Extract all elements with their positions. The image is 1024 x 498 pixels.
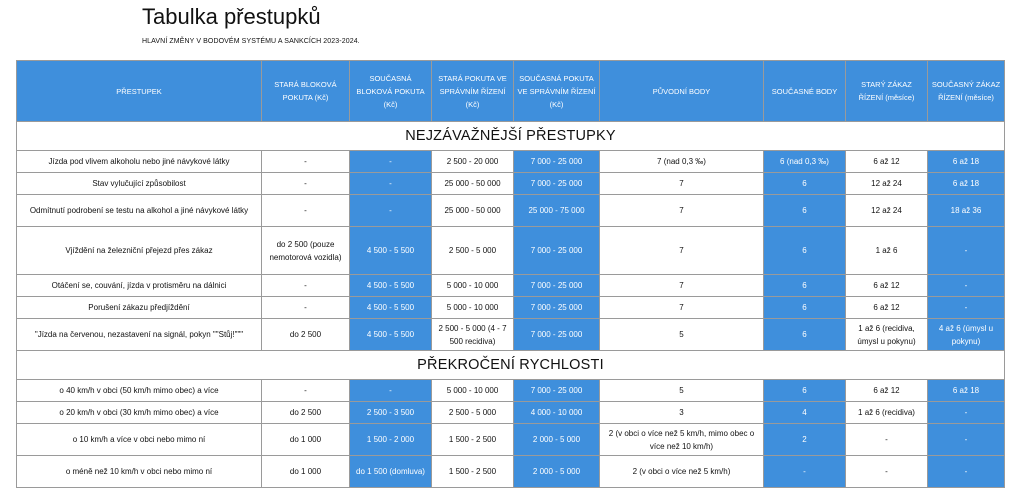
cell-original-points: 5 [600, 380, 764, 402]
table-row [17, 319, 1005, 351]
cell-old-block-fine: - [262, 297, 350, 319]
cell-old-block-fine: - [262, 380, 350, 402]
table-row [17, 402, 1005, 424]
cell-old-block-fine: do 2 500 [262, 402, 350, 424]
cell-old-block-fine: do 2 500 (pouze nemotorová vozidla) [262, 227, 350, 275]
cell-current-admin-fine: 2 000 - 5 000 [514, 456, 600, 488]
cell-original-points: 7 [600, 195, 764, 227]
cell-current-block-fine: 2 500 - 3 500 [350, 402, 432, 424]
cell-old-driving-ban: 6 až 12 [846, 151, 928, 173]
cell-current-block-fine: - [350, 151, 432, 173]
cell-original-points: 3 [600, 402, 764, 424]
cell-offence: o 20 km/h v obci (30 km/h mimo obec) a více [17, 402, 262, 424]
cell-original-points: 2 (v obci o více než 5 km/h) [600, 456, 764, 488]
cell-current-driving-ban: - [928, 424, 1005, 456]
cell-original-points: 7 [600, 275, 764, 297]
cell-offence: Stav vylučující způsobilost [17, 173, 262, 195]
cell-old-driving-ban: 1 až 6 (recidiva, úmysl u pokynu) [846, 319, 928, 351]
table-row [17, 173, 1005, 195]
cell-old-admin-fine: 25 000 - 50 000 [432, 195, 514, 227]
cell-old-driving-ban: - [846, 424, 928, 456]
cell-current-driving-ban: 6 až 18 [928, 173, 1005, 195]
cell-old-admin-fine: 25 000 - 50 000 [432, 173, 514, 195]
cell-original-points: 7 [600, 173, 764, 195]
cell-old-block-fine: - [262, 195, 350, 227]
cell-old-admin-fine: 5 000 - 10 000 [432, 380, 514, 402]
header-current-driving-ban: SOUČASNÝ ZÁKAZ ŘÍZENÍ (měsíce) [928, 61, 1005, 122]
cell-current-admin-fine: 7 000 - 25 000 [514, 227, 600, 275]
cell-offence: Porušení zákazu předjíždění [17, 297, 262, 319]
table-row [17, 297, 1005, 319]
header-old-block-fine: STARÁ BLOKOVÁ POKUTA (Kč) [262, 61, 350, 122]
cell-current-points: 6 [764, 173, 846, 195]
cell-current-driving-ban: 6 až 18 [928, 151, 1005, 173]
cell-offence: Vjíždění na železniční přejezd přes zákaz [17, 227, 262, 275]
cell-current-points: 4 [764, 402, 846, 424]
header-old-admin-fine: STARÁ POKUTA VE SPRÁVNÍM ŘÍZENÍ (Kč) [432, 61, 514, 122]
cell-current-points: 2 [764, 424, 846, 456]
cell-original-points: 7 [600, 297, 764, 319]
section-title: PŘEKROČENÍ RYCHLOSTI [17, 351, 1005, 380]
header-current-points: SOUČASNÉ BODY [764, 61, 846, 122]
cell-original-points: 5 [600, 319, 764, 351]
header-original-points: PŮVODNÍ BODY [600, 61, 764, 122]
cell-current-points: 6 (nad 0,3 ‰) [764, 151, 846, 173]
cell-current-driving-ban: - [928, 227, 1005, 275]
cell-original-points: 7 (nad 0,3 ‰) [600, 151, 764, 173]
section-row [17, 351, 1005, 380]
cell-current-admin-fine: 7 000 - 25 000 [514, 173, 600, 195]
cell-original-points: 2 (v obci o více než 5 km/h, mimo obec o více než 10 km/h) [600, 424, 764, 456]
cell-old-block-fine: do 1 000 [262, 456, 350, 488]
cell-offence: "Jízda na červenou, nezastavení na signál, pokyn ""Stůj!""" [17, 319, 262, 351]
cell-old-block-fine: - [262, 275, 350, 297]
cell-offence: Jízda pod vlivem alkoholu nebo jiné návykové látky [17, 151, 262, 173]
table-row [17, 151, 1005, 173]
cell-old-driving-ban: 1 až 6 (recidiva) [846, 402, 928, 424]
cell-current-points: 6 [764, 319, 846, 351]
cell-current-driving-ban: 4 až 6 (úmysl u pokynu) [928, 319, 1005, 351]
cell-current-driving-ban: - [928, 402, 1005, 424]
cell-old-driving-ban: 6 až 12 [846, 380, 928, 402]
cell-current-block-fine: 1 500 - 2 000 [350, 424, 432, 456]
cell-offence: o 10 km/h a více v obci nebo mimo ní [17, 424, 262, 456]
cell-old-block-fine: - [262, 173, 350, 195]
cell-current-admin-fine: 7 000 - 25 000 [514, 275, 600, 297]
cell-current-points: 6 [764, 380, 846, 402]
cell-current-admin-fine: 7 000 - 25 000 [514, 151, 600, 173]
cell-old-admin-fine: 2 500 - 20 000 [432, 151, 514, 173]
cell-old-admin-fine: 5 000 - 10 000 [432, 275, 514, 297]
cell-current-driving-ban: 18 až 36 [928, 195, 1005, 227]
cell-old-admin-fine: 2 500 - 5 000 (4 - 7 500 recidiva) [432, 319, 514, 351]
cell-old-admin-fine: 5 000 - 10 000 [432, 297, 514, 319]
page-title: Tabulka přestupků [142, 4, 321, 29]
cell-current-admin-fine: 25 000 - 75 000 [514, 195, 600, 227]
cell-current-block-fine: 4 500 - 5 500 [350, 297, 432, 319]
cell-old-admin-fine: 1 500 - 2 500 [432, 424, 514, 456]
cell-old-block-fine: do 2 500 [262, 319, 350, 351]
header-offence: PŘESTUPEK [17, 61, 262, 122]
cell-current-points: - [764, 456, 846, 488]
cell-current-admin-fine: 7 000 - 25 000 [514, 297, 600, 319]
cell-old-driving-ban: 6 až 12 [846, 297, 928, 319]
cell-current-driving-ban: - [928, 456, 1005, 488]
cell-old-driving-ban: 12 až 24 [846, 173, 928, 195]
table-row [17, 424, 1005, 456]
cell-original-points: 7 [600, 227, 764, 275]
header-current-admin-fine: SOUČASNÁ POKUTA VE SPRÁVNÍM ŘÍZENÍ (Kč) [514, 61, 600, 122]
cell-offence: Odmítnutí podrobení se testu na alkohol a jiné návykové látky [17, 195, 262, 227]
cell-current-block-fine: - [350, 380, 432, 402]
cell-current-points: 6 [764, 275, 846, 297]
cell-current-block-fine: - [350, 195, 432, 227]
cell-old-block-fine: - [262, 151, 350, 173]
header-old-driving-ban: STARÝ ZÁKAZ ŘÍZENÍ (měsíce) [846, 61, 928, 122]
header-current-block-fine: SOUČASNÁ BLOKOVÁ POKUTA (Kč) [350, 61, 432, 122]
cell-current-driving-ban: - [928, 297, 1005, 319]
cell-old-driving-ban: 6 až 12 [846, 275, 928, 297]
cell-offence: o 40 km/h v obci (50 km/h mimo obec) a více [17, 380, 262, 402]
cell-old-driving-ban: 12 až 24 [846, 195, 928, 227]
cell-offence: Otáčení se, couvání, jízda v protisměru na dálnici [17, 275, 262, 297]
table-row [17, 227, 1005, 275]
table-row [17, 456, 1005, 488]
cell-current-driving-ban: - [928, 275, 1005, 297]
cell-current-block-fine: 4 500 - 5 500 [350, 319, 432, 351]
cell-current-block-fine: - [350, 173, 432, 195]
cell-current-points: 6 [764, 227, 846, 275]
cell-offence: o méně než 10 km/h v obci nebo mimo ní [17, 456, 262, 488]
section-row [17, 122, 1005, 151]
cell-current-block-fine: 4 500 - 5 500 [350, 275, 432, 297]
cell-old-admin-fine: 1 500 - 2 500 [432, 456, 514, 488]
cell-old-driving-ban: 1 až 6 [846, 227, 928, 275]
cell-current-admin-fine: 7 000 - 25 000 [514, 319, 600, 351]
cell-current-block-fine: 4 500 - 5 500 [350, 227, 432, 275]
table-header-row [17, 61, 1005, 122]
page-subtitle: HLAVNÍ ZMĚNY V BODOVÉM SYSTÉMU A SANKCÍCH 2023-2024. [142, 38, 360, 45]
cell-current-driving-ban: 6 až 18 [928, 380, 1005, 402]
cell-old-admin-fine: 2 500 - 5 000 [432, 402, 514, 424]
table-row [17, 275, 1005, 297]
table-row [17, 380, 1005, 402]
offence-table [16, 60, 1005, 488]
section-title: NEJZÁVAŽNĚJŠÍ PŘESTUPKY [17, 122, 1005, 151]
cell-current-points: 6 [764, 195, 846, 227]
cell-old-admin-fine: 2 500 - 5 000 [432, 227, 514, 275]
table-row [17, 195, 1005, 227]
cell-old-driving-ban: - [846, 456, 928, 488]
cell-current-points: 6 [764, 297, 846, 319]
cell-old-block-fine: do 1 000 [262, 424, 350, 456]
cell-current-block-fine: do 1 500 (domluva) [350, 456, 432, 488]
cell-current-admin-fine: 4 000 - 10 000 [514, 402, 600, 424]
cell-current-admin-fine: 7 000 - 25 000 [514, 380, 600, 402]
cell-current-admin-fine: 2 000 - 5 000 [514, 424, 600, 456]
